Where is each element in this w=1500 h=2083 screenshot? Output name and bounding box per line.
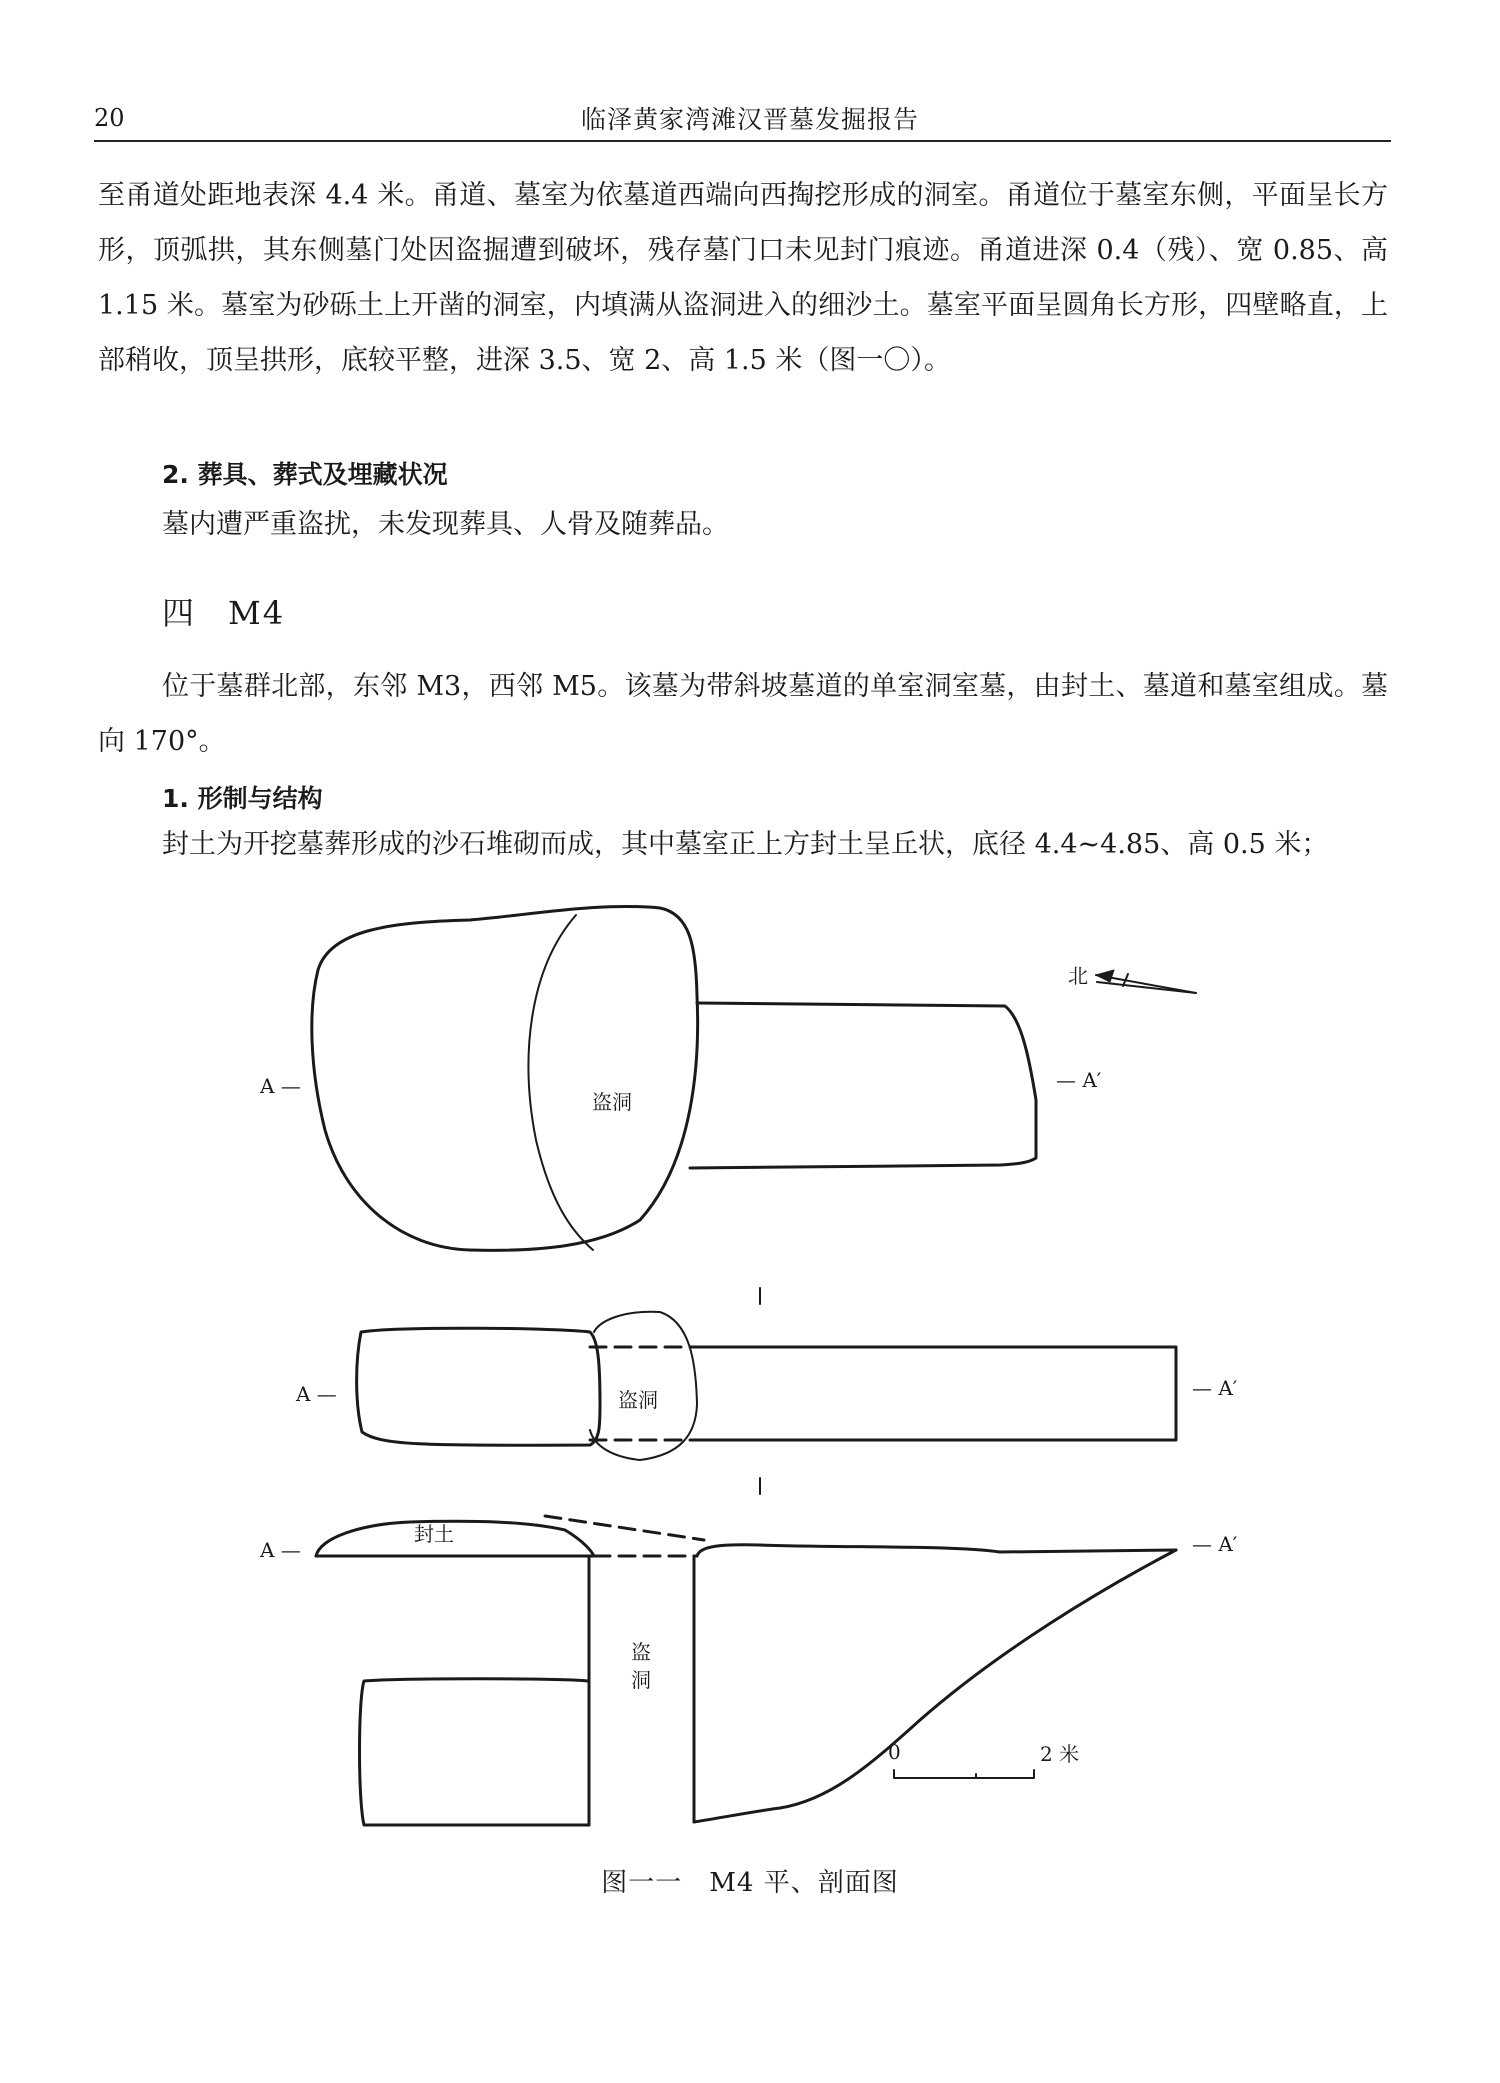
paragraph-tomb-chamber: 至甬道处距地表深 4.4 米。甬道、墓室为依墓道西端向西掏挖形成的洞室。甬道位于墓室东侧，平面呈长方形，顶弧拱，其东侧墓门处因盗掘遭到破坏，残存墓门口未见封门痕迹。甬道进深 0.4（残）、宽 0.85、高 1.15 米。墓室为砂砾土上开凿的洞室，内填满从盗洞进入的细沙土。墓室平面呈圆角长方形，四壁略直，上部稍收，顶呈拱形，底较平整，进深 3.5、宽 2、高 1.5 米（图一〇）。 (98, 180, 1388, 376)
section-robber-hole-char2: 洞 (631, 1668, 651, 1692)
section-mound (316, 1521, 594, 1556)
section-chamber (360, 1679, 590, 1825)
subheading-burial-condition: 2. 葬具、葬式及埋藏状况 (162, 460, 448, 489)
paragraph-burial-condition: 墓内遭严重盗扰，未发现葬具、人骨及随葬品。 (162, 509, 729, 540)
section-ramp (694, 1550, 1176, 1822)
header-rule (94, 140, 1391, 142)
section-title (162, 588, 285, 634)
section-dash-slope (545, 1516, 704, 1540)
plan2-a-label: A — (296, 1382, 337, 1406)
subheading-structure: 1. 形制与结构 (162, 784, 323, 813)
section-robber-hole-char1: 盗 (631, 1640, 651, 1664)
section-name: M4 (228, 594, 286, 632)
page-number: 20 (94, 104, 125, 132)
scale-bar (894, 1770, 1034, 1778)
running-header: 临泽黄家湾滩汉晋墓发掘报告 (580, 105, 919, 134)
plan-passage-outline (690, 1003, 1036, 1168)
north-label: 北 (1068, 964, 1088, 988)
plan-chamber-outline (312, 906, 698, 1250)
scale-zero-label: 0 (888, 1740, 901, 1764)
plan-robber-hole-label: 盗洞 (592, 1090, 632, 1114)
paragraph-mound: 封土为开挖墓葬形成的沙石堆砌而成，其中墓室正上方封土呈丘状，底径 4.4~4.85、高 0.5 米； (162, 829, 1329, 860)
paragraph-m4-intro: 位于墓群北部，东邻 M3，西邻 M5。该墓为带斜坡墓道的单室洞室墓，由封土、墓道和墓室组成。墓向 170°。 (98, 671, 1388, 757)
plan-robber-hole-arc (529, 915, 593, 1250)
plan2-passage (690, 1347, 1176, 1440)
plan2-chamber (357, 1328, 600, 1445)
section-a-prime-label: — A′ (1192, 1532, 1238, 1556)
north-arrow-head (1096, 970, 1114, 982)
plan-a-prime-label: — A′ (1056, 1068, 1102, 1092)
section-ground-right (697, 1545, 1176, 1556)
m4-drawing (0, 900, 1500, 1910)
figure-caption: 图一一 M4 平、剖面图 (601, 1868, 899, 1898)
section-mound-label: 封土 (414, 1522, 454, 1546)
section-a-label: A — (260, 1538, 301, 1562)
plan2-a-prime-label: — A′ (1192, 1376, 1238, 1400)
scale-max-label: 2 米 (1040, 1742, 1080, 1766)
plan2-robber-hole-label: 盗洞 (618, 1388, 658, 1412)
figure-m4-plan-section (0, 900, 1500, 1910)
section-number: 四 (162, 594, 197, 632)
plan-a-label: A — (260, 1074, 301, 1098)
